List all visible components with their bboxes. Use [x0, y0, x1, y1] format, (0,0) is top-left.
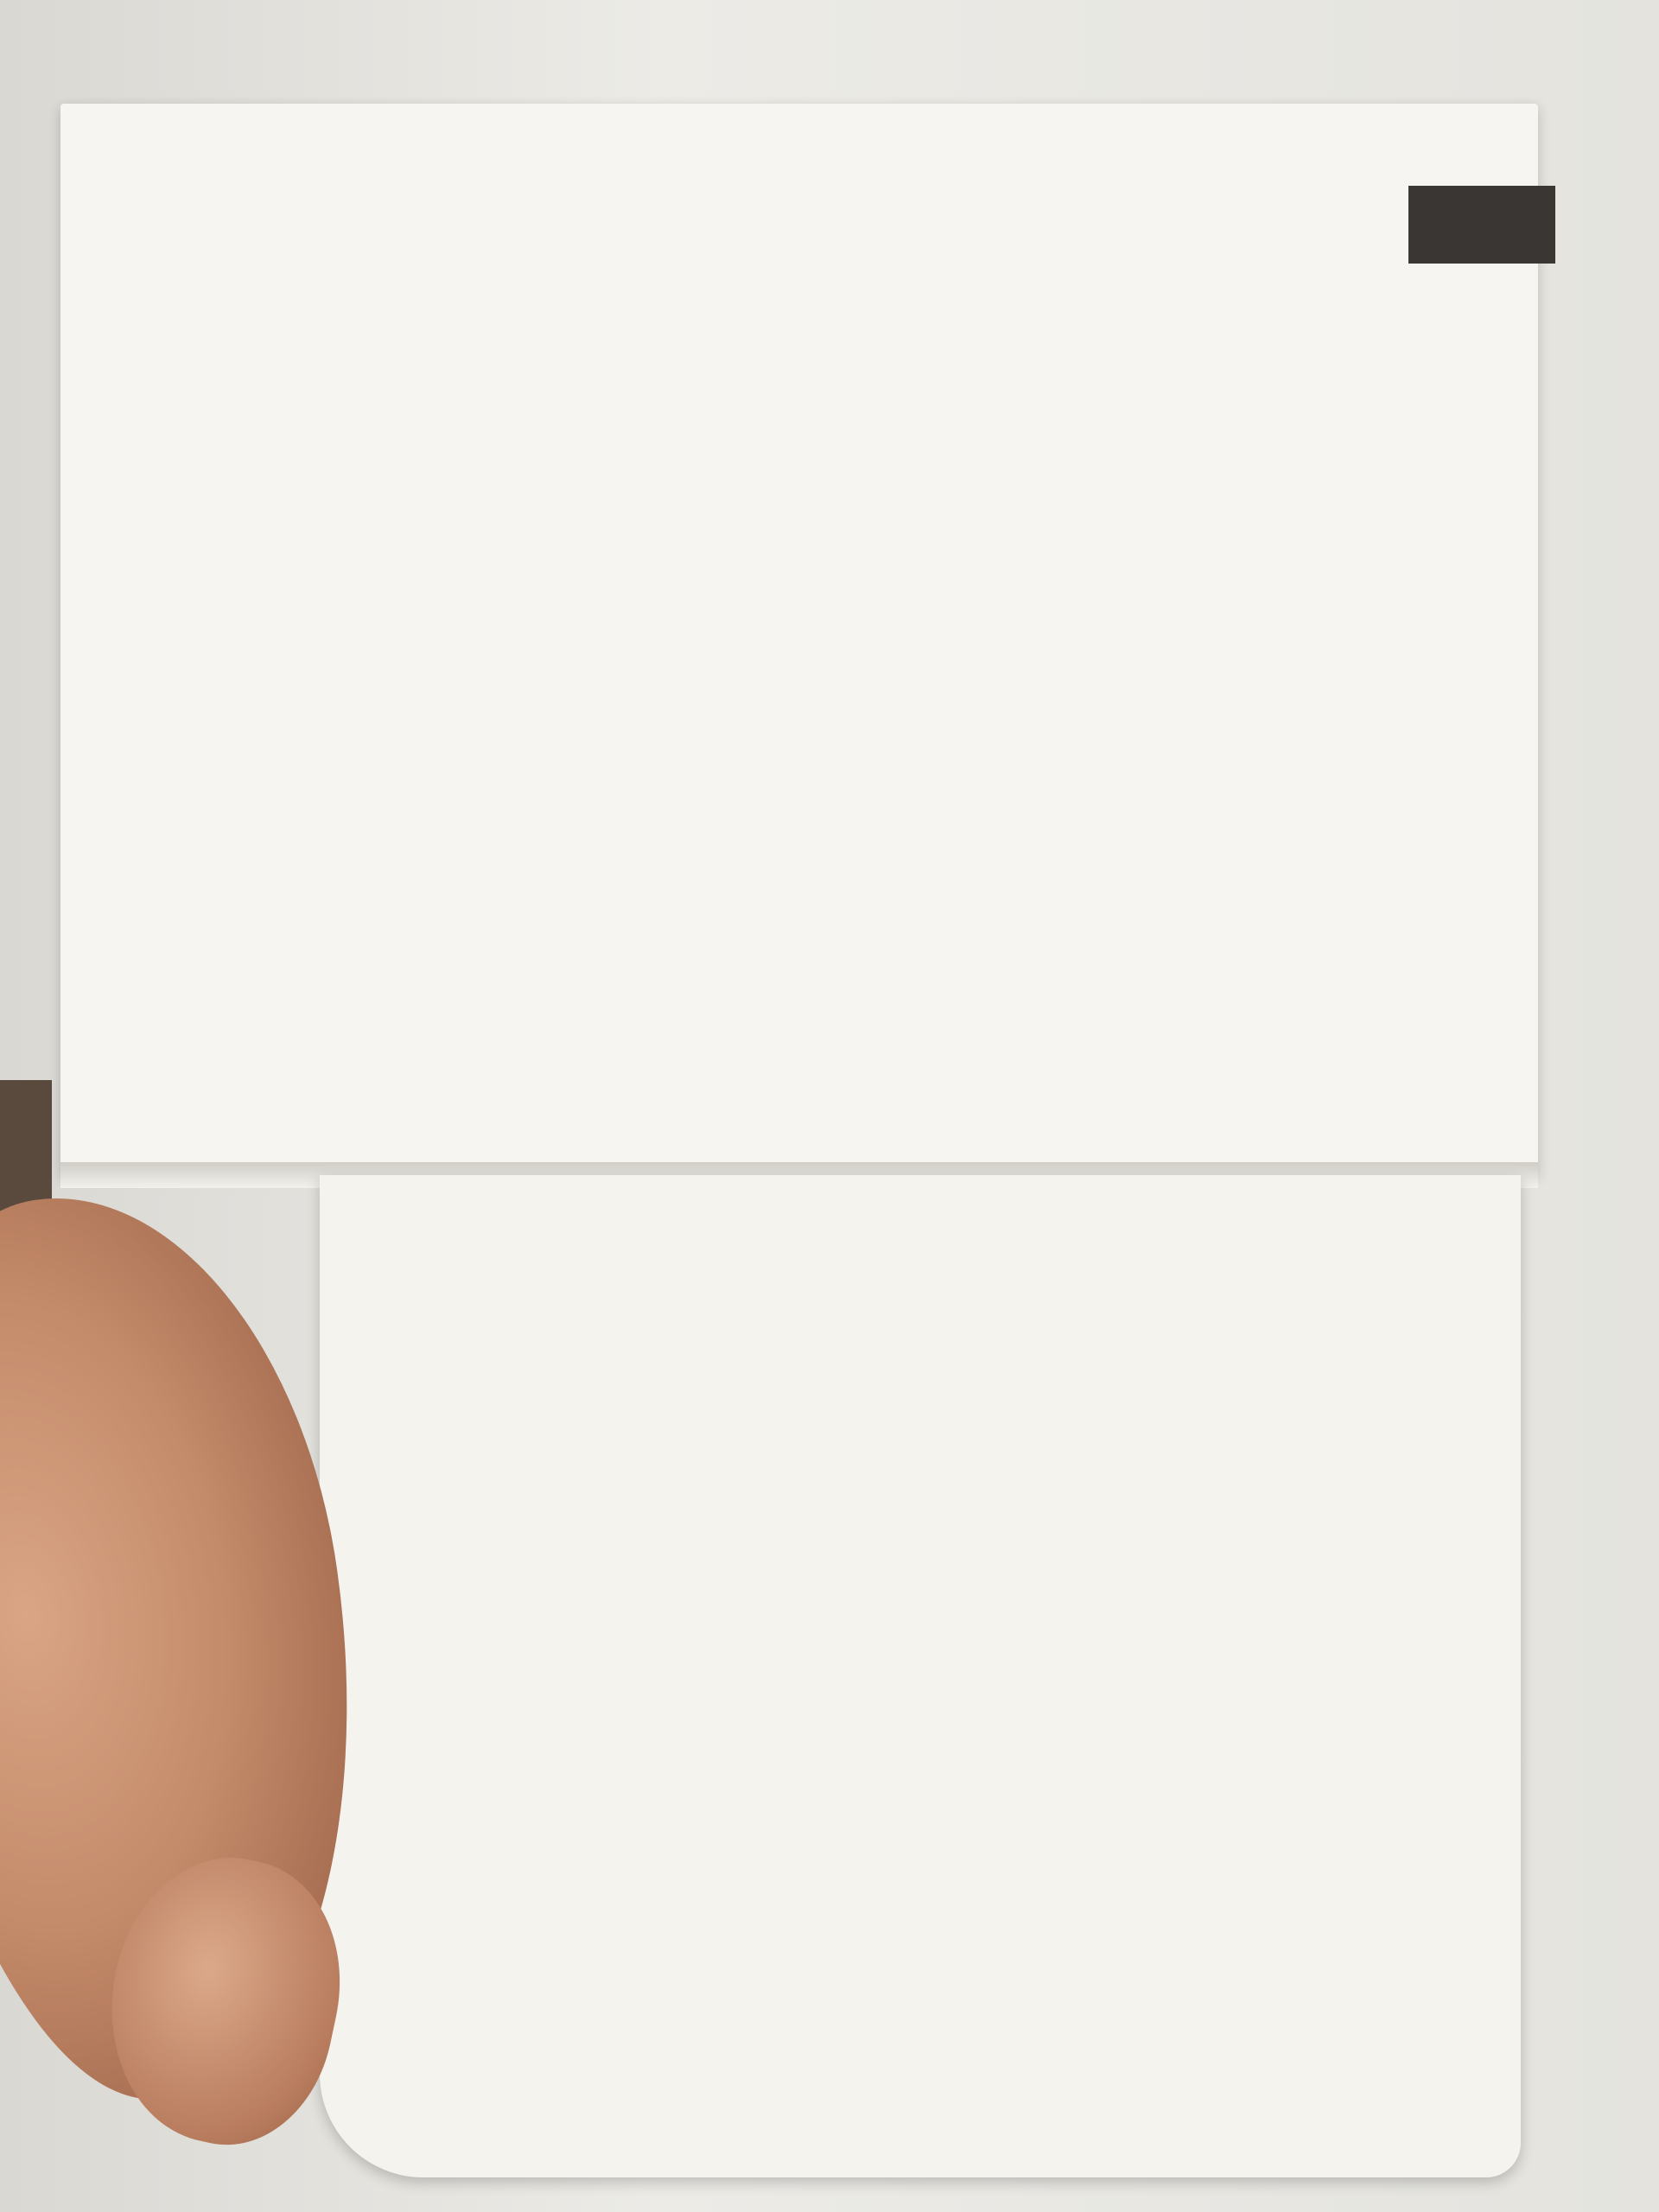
- introduction-text: [657, 1227, 1659, 2056]
- table-of-contents: [130, 181, 1460, 1149]
